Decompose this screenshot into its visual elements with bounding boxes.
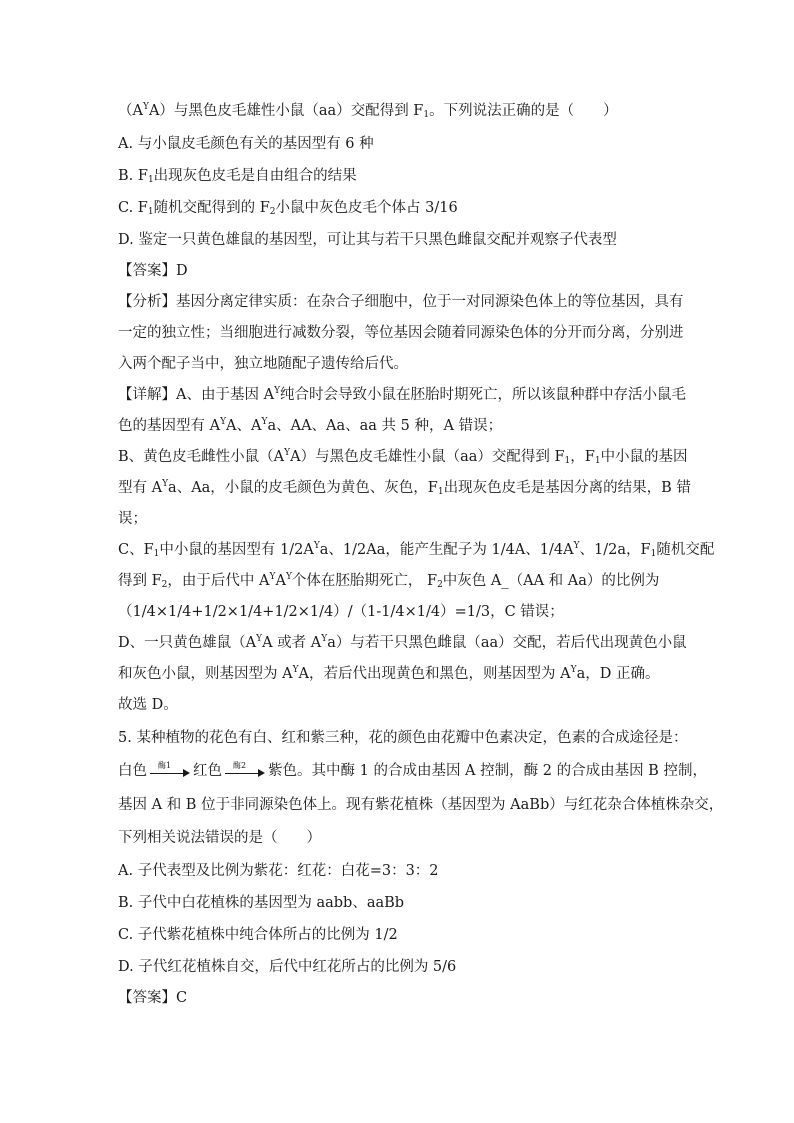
- text: 出现灰色皮毛是自由组合的结果: [153, 168, 357, 184]
- text: ，由于后代中 A: [167, 573, 270, 589]
- text: 红色: [193, 763, 222, 779]
- q5-option-d: D. 子代红花植株自交，后代中红花所占的比例为 5/6: [118, 959, 457, 975]
- arrow-shaft: [150, 773, 184, 774]
- detail-line-7: [118, 571, 659, 591]
- q5-option-a: A. 子代表型及比例为紫花：红花：白花=3：3：2: [118, 863, 439, 879]
- text: a，D 正确。: [576, 666, 660, 682]
- text: 中小鼠的基因型有 1/2A: [159, 542, 314, 558]
- text: ，F: [570, 449, 595, 465]
- text: A、A: [226, 418, 262, 434]
- subscript: 2: [161, 580, 168, 590]
- text: 出现灰色皮毛是基因分离的结果，B 错: [443, 480, 691, 496]
- superscript: Y: [162, 479, 169, 489]
- subscript: 1: [594, 456, 601, 466]
- text: C、F: [118, 542, 154, 558]
- text: 随机交配: [656, 542, 715, 558]
- text: a、1/2Aa，能产生配子为 1/4A、1/4A: [319, 542, 574, 558]
- question-5-pathway-line: [118, 761, 707, 781]
- text: a、AA、Aa、aa 共 5 种，A 错误；: [267, 418, 503, 434]
- option-b: [118, 166, 357, 186]
- detail-line-5: 误；: [118, 511, 147, 527]
- enzyme-2-arrow-icon: [225, 763, 265, 779]
- text: 随机交配得到的 F: [153, 200, 270, 216]
- answer-label: 【答案】D: [118, 263, 188, 279]
- text: 小鼠中灰色皮毛个体占 3/16: [275, 200, 458, 216]
- text: A: [275, 573, 286, 589]
- text: A，若后代出现黄色和黑色，则基因型为 A: [298, 666, 571, 682]
- subscript: 1: [147, 175, 154, 185]
- superscript: Y: [573, 541, 580, 551]
- text: 【详解】A、由于基因 A: [118, 387, 275, 403]
- text: 、1/2a，F: [579, 542, 651, 558]
- text: A）与黑色皮毛雄性小鼠（aa）交配得到 F: [148, 103, 424, 119]
- pigment-pathway: [118, 761, 707, 781]
- superscript: Y: [284, 448, 291, 458]
- text: A）与黑色皮毛雄性小鼠（aa）交配得到 F: [290, 449, 565, 465]
- detail-line-4: [118, 478, 691, 498]
- enzyme-2-label: 酶2: [233, 761, 247, 770]
- superscript: Y: [142, 102, 149, 112]
- text: B、黄色皮毛雌性小鼠（A: [118, 449, 285, 465]
- q5-option-c: C. 子代紫花植株中纯合体所占的比例为 1/2: [118, 927, 398, 943]
- analysis-line-1: 【分析】基因分离定律实质：在杂合子细胞中，位于一对同源染色体上的等位基因，具有: [118, 294, 684, 310]
- answer-label-2: 【答案】C: [118, 990, 188, 1006]
- detail-line-6: [118, 540, 714, 560]
- text: a、Aa，小鼠的皮毛颜色为黄色、灰色，F: [168, 480, 438, 496]
- question-5-stem-4: 下列相关说法错误的是（ ）: [118, 830, 321, 846]
- text: 和灰色小鼠，则基因型为 A: [118, 666, 293, 682]
- text: 紫色。其中酶 1 的合成由基因 A 控制，酶 2 的合成由基因 B 控制，: [268, 763, 707, 779]
- superscript: Y: [292, 665, 299, 675]
- subscript: 1: [437, 487, 444, 497]
- text: a）与若干只黑色雌鼠（aa）交配，若后代出现黄色小鼠: [327, 635, 687, 651]
- subscript: 2: [437, 580, 443, 590]
- question-stem-continuation: [118, 101, 618, 121]
- superscript: Y: [256, 634, 263, 644]
- subscript: 1: [153, 549, 160, 559]
- superscript: Y: [269, 572, 276, 582]
- detail-line-2: [118, 416, 502, 436]
- superscript: Y: [220, 417, 227, 427]
- detail-line-3: [118, 447, 688, 467]
- text: 纯合时会导致小鼠在胚胎时期死亡，所以该鼠种群中存活小鼠毛: [280, 387, 687, 403]
- subscript: 1: [650, 549, 657, 559]
- text: 中灰色 A_（AA 和 Aa）的比例为: [442, 573, 660, 589]
- enzyme-1-label: 酶1: [158, 761, 172, 770]
- superscript: Y: [313, 541, 320, 551]
- detail-line-11: 故选 D。: [118, 697, 178, 713]
- option-c: [118, 198, 458, 218]
- option-a: A. 与小鼠皮毛颜色有关的基因型有 6 种: [118, 136, 374, 152]
- subscript: 1: [147, 207, 154, 217]
- enzyme-1-arrow-icon: [150, 763, 190, 779]
- analysis-line-2: 一定的独立性；当细胞进行减数分裂，等位基因会随着同源染色体的分开而分离，分别进: [118, 325, 684, 341]
- detail-line-8: （1/4×1/4+1/2×1/4+1/2×1/4）/（1-1/4×1/4）=1/3，C 错误；: [118, 604, 564, 620]
- superscript: Y: [570, 665, 577, 675]
- text: C. F: [118, 200, 148, 216]
- detail-line-9: [118, 633, 687, 653]
- arrow-head: [183, 769, 190, 777]
- superscript: Y: [321, 634, 328, 644]
- text: A 或者 A: [262, 635, 322, 651]
- text: 型有 A: [118, 480, 163, 496]
- text: 个体在胚胎期死亡， F: [291, 573, 438, 589]
- arrow-shaft: [225, 773, 259, 774]
- text: D、一只黄色雄鼠（A: [118, 635, 257, 651]
- subscript: 1: [564, 456, 571, 466]
- text: （A: [118, 103, 143, 119]
- text: B. F: [118, 168, 148, 184]
- subscript: 2: [269, 207, 276, 217]
- text: 。下列说法正确的是（ ）: [429, 103, 618, 119]
- superscript: Y: [285, 572, 292, 582]
- superscript: Y: [261, 417, 268, 427]
- text: 色的基因型有 A: [118, 418, 221, 434]
- q5-option-b: B. 子代中白花植株的基因型为 aabb、aaBb: [118, 895, 405, 911]
- detail-line-10: [118, 664, 659, 684]
- question-5-stem-3: 基因 A 和 B 位于非同源染色体上。现有紫花植株（基因型为 AaBb）与红花杂合体植株杂交，: [118, 797, 724, 813]
- subscript: 1: [423, 110, 430, 120]
- text: 中小鼠的基因: [600, 449, 688, 465]
- text: 白色: [118, 763, 147, 779]
- analysis-line-3: 入两个配子当中，独立地随配子遗传给后代。: [118, 356, 408, 372]
- arrow-head: [258, 769, 265, 777]
- option-d: D. 鉴定一只黄色雄鼠的基因型，可让其与若干只黑色雌鼠交配并观察子代表型: [118, 232, 617, 248]
- text: 得到 F: [118, 573, 162, 589]
- detail-line-1: [118, 385, 686, 405]
- superscript: Y: [274, 386, 281, 396]
- question-5-stem-1: 5. 某种植物的花色有白、红和紫三种，花的颜色由花瓣中色素决定，色素的合成途径是：: [118, 730, 688, 746]
